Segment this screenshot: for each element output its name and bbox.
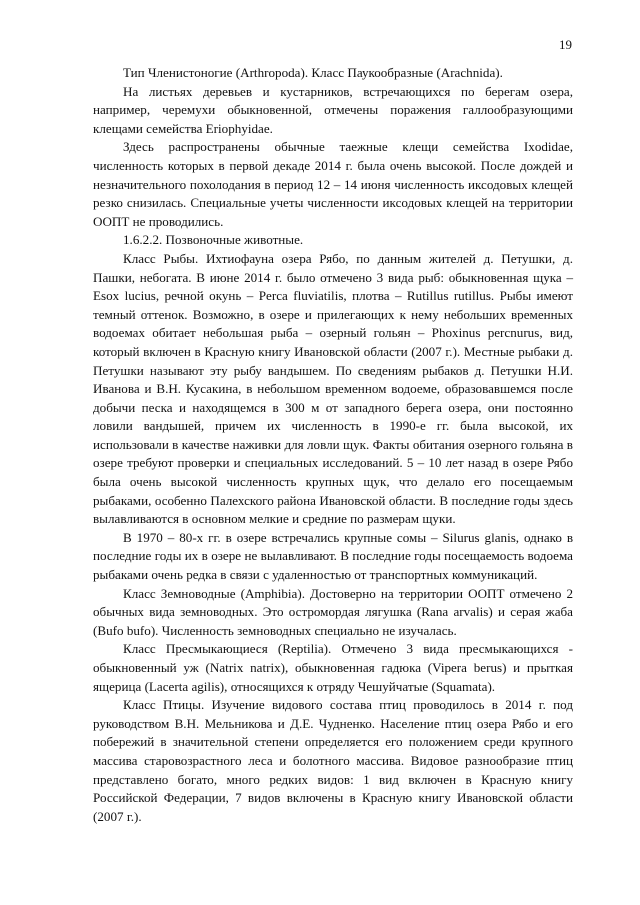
paragraph-amphibians: Класс Земноводные (Amphibia). Достоверно на территории ООПТ отмечено 2 обычных вида земноводных. Это остромордая лягушка (Rana arvalis) и серая жаба (Bufo bufo). Численность земноводных специально не изучалась. [93, 585, 573, 638]
paragraph-fish: Класс Рыбы. Ихтиофауна озера Рябо, по данным жителей д. Петушки, д. Пашки, небогата. В июне 2014 г. было отмечено 3 вида рыб: обыкновенная щука – Esox lucius, речной окунь – Perca fluviatilis, плотва – Rutillus rutillus. Рыбы имеют темный оттенок. Возможно, в озере и прилегающих к нему небольших временных водоемах обитает небольшая рыба – озерный гольян – Phoxinus percnurus, вид, который включен в Красную книгу Ивановской области (2007 г.). Местные рыбаки д. Петушки называют эту рыбу вандышем. По сведениям рыбаков д. Петушки Н.И. Иванова и В.Н. Кусакина, в небольшом временном водоеме, образовавшемся после добычи песка и находящемся в 300 м от западного берега озера, они постоянно ловили вандышей, причем их численность в 1990-е гг. была высокой, их использовали в качестве наживки для ловли щук. Факты обитания озерного гольяна в озере требуют проверки и специальных исследований. 5 – 10 лет назад в озере Рябо была очень высокой численность крупных щук, что делало его посещаемым рыбаками, особенно Палехского района Ивановской области. В последние годы здесь вылавливаются в основном мелкие и средние по размерам щуки. [93, 250, 573, 527]
paragraph-eriophyidae: На листьях деревьев и кустарников, встречающихся по берегам озера, например, черемухи обыкновенной, отмечены поражения галлообразующими клещами семейства Eriophyidae. [93, 83, 573, 136]
paragraph-catfish: В 1970 – 80-х гг. в озере встречались крупные сомы – Silurus glanis, однако в последние годы их в озере не вылавливают. В последние годы посещаемость водоема рыбаками очень редка в связи с удаленностью от транспортных коммуникаций. [93, 529, 573, 583]
paragraph-ixodidae: Здесь распространены обычные таежные клещи семейства Ixodidae, численность которых в первой декаде 2014 г. была очень высокой. После дождей и незначительного похолодания в период 12 – 14 июня численность иксодовых клещей резко снизилась. Специальные учеты численности иксодовых клещей на территории ООПТ не проводились. [93, 139, 573, 229]
paragraph-birds: Класс Птицы. Изучение видового состава птиц проводилось в 2014 г. под руководством В.Н. Мельникова и Д.Е. Чудненко. Население птиц озера Рябо и его побережий в значительной степени определяется его положением среди крупного массива старовозрастного леса и болотного массива. Видовое разнообразие птиц представлено богато, много редких видов: 1 вид включен в Красную книгу Российской Федерации, 7 видов включены в Красную книгу Ивановской области (2007 г.). [93, 697, 573, 824]
page-number: 19 [559, 37, 572, 52]
section-heading-vertebrates: 1.6.2.2. Позвоночные животные. [123, 232, 304, 248]
page-body [93, 64, 573, 826]
paragraph-arthropoda-heading: Тип Членистоногие (Arthropoda). Класс Паукообразные (Arachnida). [123, 65, 503, 80]
paragraph-reptiles: Класс Пресмыкающиеся (Reptilia). Отмечено 3 вида пресмыкающихся - обыкновенный уж (Natrix natrix), обыкновенная гадюка (Vipera berus) и прыткая ящерица (Lacerta agilis), относящихся к отряду Чешуйчатые (Squamata). [93, 641, 573, 694]
